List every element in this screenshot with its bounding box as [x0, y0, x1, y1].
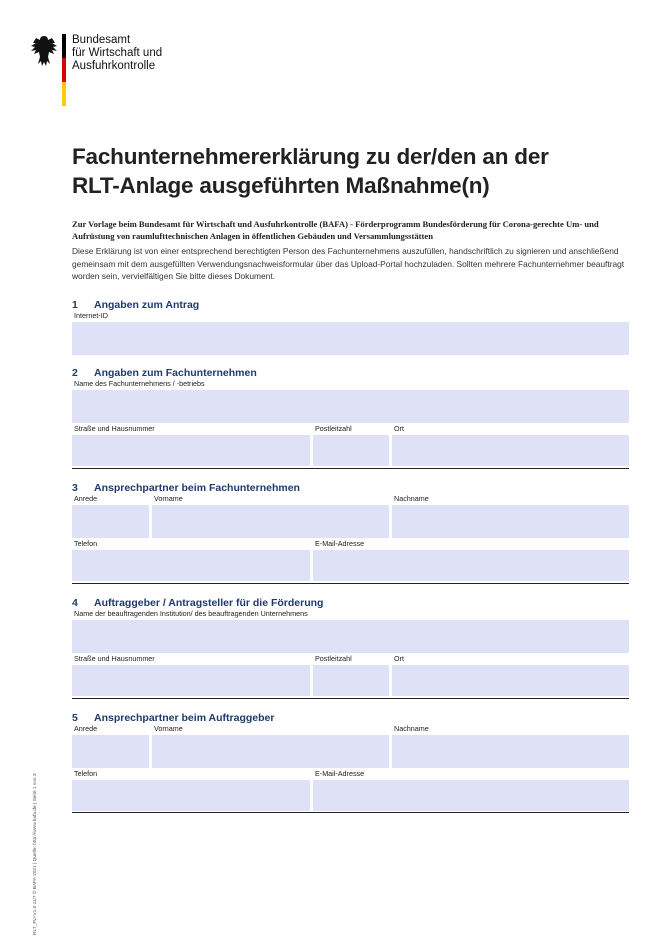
phone-field[interactable] — [72, 539, 310, 581]
postcode-field[interactable] — [313, 424, 389, 466]
section-number: 1 — [72, 299, 78, 311]
german-flag-stripe — [62, 34, 66, 106]
company-name-field[interactable] — [72, 379, 629, 423]
input-box[interactable] — [72, 620, 629, 653]
first-name-field[interactable] — [152, 494, 389, 538]
org-line-2: für Wirtschaft und — [72, 47, 163, 59]
field-label: E-Mail-Adresse — [315, 539, 365, 548]
field-label: Internet-ID — [74, 311, 108, 320]
salutation-field[interactable] — [72, 494, 149, 538]
input-box[interactable] — [72, 435, 310, 466]
input-box[interactable] — [392, 735, 629, 768]
section-number: 3 — [72, 482, 78, 494]
client-postcode-field[interactable] — [313, 654, 389, 696]
page-title — [72, 142, 632, 200]
city-field[interactable] — [392, 424, 629, 466]
street-field[interactable] — [72, 424, 310, 466]
section-label: Angaben zum Antrag — [94, 299, 200, 311]
client-city-field[interactable] — [392, 654, 629, 696]
divider — [72, 812, 629, 813]
input-box[interactable] — [313, 780, 629, 811]
field-label: Ort — [394, 424, 404, 433]
client-phone-field[interactable] — [72, 769, 310, 811]
field-label: Nachname — [394, 724, 429, 733]
field-label: Postleitzahl — [315, 654, 352, 663]
field-label: Straße und Hausnummer — [74, 424, 155, 433]
section-5-title — [72, 712, 274, 724]
section-label: Ansprechpartner beim Auftraggeber — [94, 712, 275, 724]
intro-bold: Zur Vorlage beim Bundesamt für Wirtschaft und Ausfuhrkontrolle (BAFA) - Förderprogramm Bundesförderung für Corona-gerechte Um- und Aufrüstung von raumlufttechnischen Anlagen in öffentlichen Gebäuden und Versammlungsstätten — [72, 219, 599, 241]
section-2-title — [72, 367, 257, 379]
last-name-field[interactable] — [392, 494, 629, 538]
input-box[interactable] — [313, 550, 629, 581]
org-line-3: Ausfuhrkontrolle — [72, 60, 156, 72]
divider — [72, 698, 629, 699]
email-field[interactable] — [313, 539, 629, 581]
input-box[interactable] — [72, 550, 310, 581]
federal-eagle-icon — [30, 34, 58, 68]
input-box[interactable] — [152, 505, 389, 538]
section-number: 5 — [72, 712, 78, 724]
input-box[interactable] — [313, 435, 389, 466]
section-number: 2 — [72, 367, 78, 379]
input-box[interactable] — [72, 735, 149, 768]
field-label: Vorname — [154, 724, 183, 733]
field-label: Anrede — [74, 724, 98, 733]
field-label: Anrede — [74, 494, 98, 503]
input-box[interactable] — [72, 322, 629, 355]
input-box[interactable] — [313, 665, 389, 696]
input-box[interactable] — [392, 435, 629, 466]
title-line-2: RLT-Anlage ausgeführten Maßnahme(n) — [72, 173, 490, 198]
intro-text: Diese Erklärung ist von einer entsprechend berechtigten Person des Fachunternehmens auszufüllen, handschriftlich zu signieren und anschließend gemeinsam mit dem ausgefüllten Verwendungsnachweisformular über das Upload-Portal hochzuladen. Sollten mehrere Fachunternehmer beauftragt worden sein, vervielfältigen Sie bitte dieses Dokument. — [72, 246, 625, 281]
client-street-field[interactable] — [72, 654, 310, 696]
section-label: Ansprechpartner beim Fachunternehmen — [94, 482, 300, 494]
field-label: Ort — [394, 654, 404, 663]
field-label: Telefon — [74, 539, 98, 548]
input-box[interactable] — [72, 780, 310, 811]
org-line-1: Bundesamt — [72, 34, 131, 46]
title-line-1: Fachunternehmererklärung zu der/den an der — [72, 144, 549, 169]
client-salutation-field[interactable] — [72, 724, 149, 768]
input-box[interactable] — [72, 505, 149, 538]
section-label: Angaben zum Fachunternehmen — [94, 367, 257, 379]
field-label: Straße und Hausnummer — [74, 654, 155, 663]
section-4-title — [72, 597, 323, 609]
section-3-title — [72, 482, 300, 494]
input-box[interactable] — [392, 505, 629, 538]
section-number: 4 — [72, 597, 78, 609]
field-label: Vorname — [154, 494, 183, 503]
client-name-field[interactable] — [72, 609, 629, 653]
input-box[interactable] — [72, 665, 310, 696]
field-label: Name der beauftragenden Institution/ des beauftragenden Unternehmens — [74, 609, 308, 618]
field-label: Postleitzahl — [315, 424, 352, 433]
input-box[interactable] — [72, 390, 629, 423]
org-name — [72, 34, 222, 73]
side-footer-text: RLT_FU-V1.0 11/7 © BAFA 2021 | Quelle: http://www.bafa.de | Seite 1 von 3 — [33, 773, 38, 935]
field-label: Nachname — [394, 494, 429, 503]
internet-id-field[interactable] — [72, 311, 629, 355]
section-label: Auftraggeber / Antragsteller für die Förderung — [94, 597, 324, 609]
input-box[interactable] — [152, 735, 389, 768]
field-label: E-Mail-Adresse — [315, 769, 365, 778]
input-box[interactable] — [392, 665, 629, 696]
client-first-name-field[interactable] — [152, 724, 389, 768]
client-email-field[interactable] — [313, 769, 629, 811]
divider — [72, 583, 629, 584]
client-last-name-field[interactable] — [392, 724, 629, 768]
divider — [72, 468, 629, 469]
field-label: Telefon — [74, 769, 98, 778]
section-1-title — [72, 299, 199, 311]
field-label: Name des Fachunternehmens / -betriebs — [74, 379, 205, 388]
